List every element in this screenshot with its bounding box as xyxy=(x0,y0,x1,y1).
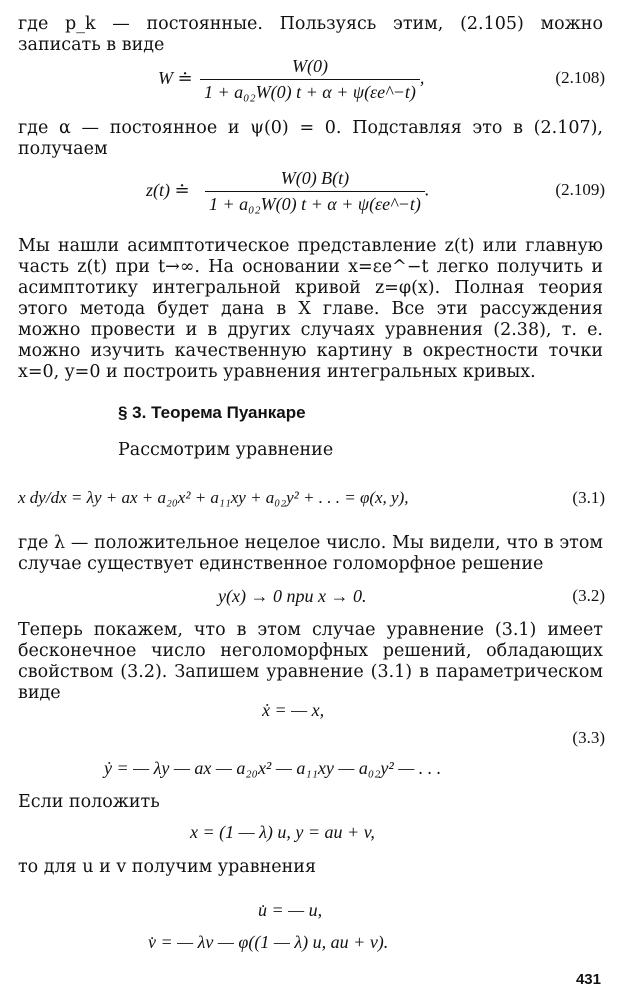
eq-2-108-numerator: W(0) xyxy=(291,56,328,76)
eq-2-109-number: (2.109) xyxy=(555,180,605,199)
page-number: 431 xyxy=(575,971,601,988)
eq-2-109-numerator: W(0) B(t) xyxy=(280,168,350,188)
section-heading: § 3. Теорема Пуанкаре xyxy=(118,403,306,422)
eq-2-108-number: (2.108) xyxy=(555,68,605,87)
eq-3-2-body: y(x) → 0 при x → 0. xyxy=(218,586,367,606)
equation-3-1 xyxy=(0,480,619,520)
equation-2-109 xyxy=(0,168,619,224)
paragraph-lambda: где λ — положительное нецелое число. Мы видели, что в этом случае существует единственное голоморфное решение xyxy=(18,533,603,574)
eq-2-108-tail: , xyxy=(419,67,425,88)
eq-2-108-fraction xyxy=(200,56,424,103)
eq-uv-line1: u̇ = — u, xyxy=(258,900,323,920)
equation-3-2 xyxy=(0,586,619,612)
paragraph-asymptotic: Мы нашли асимптотическое представление z(t) или главную часть z(t) при t→∞. На основании x=εe^−t легко получить и асимптотику интегральной кривой z=φ(x). Полная теория этого метода будет дана в X главе. Все эти рассуждения можно провести и в других случаях уравнения (2.38), т. е. можно изучить качественную картину в окрестности точки x=0, y=0 и построить уравнения интегральных кривых. xyxy=(18,236,603,382)
eq-3-1-body: x dy/dx = λy + ax + a₂₀x² + a₁₁xy + a₀₂y² + . . . = φ(x, y), xyxy=(18,488,409,507)
eq-3-1-number: (3.1) xyxy=(572,488,605,507)
eq-3-2-number: (3.2) xyxy=(572,586,605,605)
equation-2-108 xyxy=(0,56,619,112)
eq-2-109-tail: . xyxy=(424,179,430,200)
eq-2-108-lhs: W ≐ xyxy=(158,68,193,88)
eq-substitution-body: x = (1 — λ) u, y = au + v, xyxy=(190,822,375,842)
eq-3-3-line1: ẋ = — x, xyxy=(262,700,325,720)
paragraph-intro: где p_k — постоянные. Пользуясь этим, (2.105) можно записать в виде xyxy=(18,14,603,55)
paragraph-consider: Рассмотрим уравнение xyxy=(118,440,334,460)
paragraph-uv: то для u и v получим уравнения xyxy=(18,857,316,877)
eq-2-109-lhs: z(t) ≐ xyxy=(146,180,190,200)
paragraph-substitution: где α — постоянное и ψ(0) = 0. Подставляя это в (2.107), получаем xyxy=(18,118,603,159)
eq-3-3-number: (3.3) xyxy=(572,728,605,747)
equation-3-3 xyxy=(0,700,619,784)
paragraph-setting: Если положить xyxy=(18,792,160,812)
eq-2-108-denominator: 1 + a₀₂W(0) t + α + ψ(εe^−t) xyxy=(200,79,420,103)
eq-2-109-denominator: 1 + a₀₂W(0) t + α + ψ(εe^−t) xyxy=(205,191,425,215)
equation-substitution xyxy=(0,822,619,848)
paragraph-nonholomorphic: Теперь покажем, что в этом случае уравнение (3.1) имеет бесконечное число неголоморфных решений, обладающих свойством (3.2). Запишем уравнение (3.1) в параметрическом виде xyxy=(18,620,603,703)
eq-3-3-line2: ẏ = — λy — ax — a₂₀x² — a₁₁xy — a₀₂y² — . . . xyxy=(104,758,442,778)
equation-uv-system xyxy=(0,900,619,960)
eq-uv-line2: v̇ = — λv — φ((1 — λ) u, au + v). xyxy=(148,932,389,952)
eq-2-109-fraction xyxy=(205,168,429,215)
